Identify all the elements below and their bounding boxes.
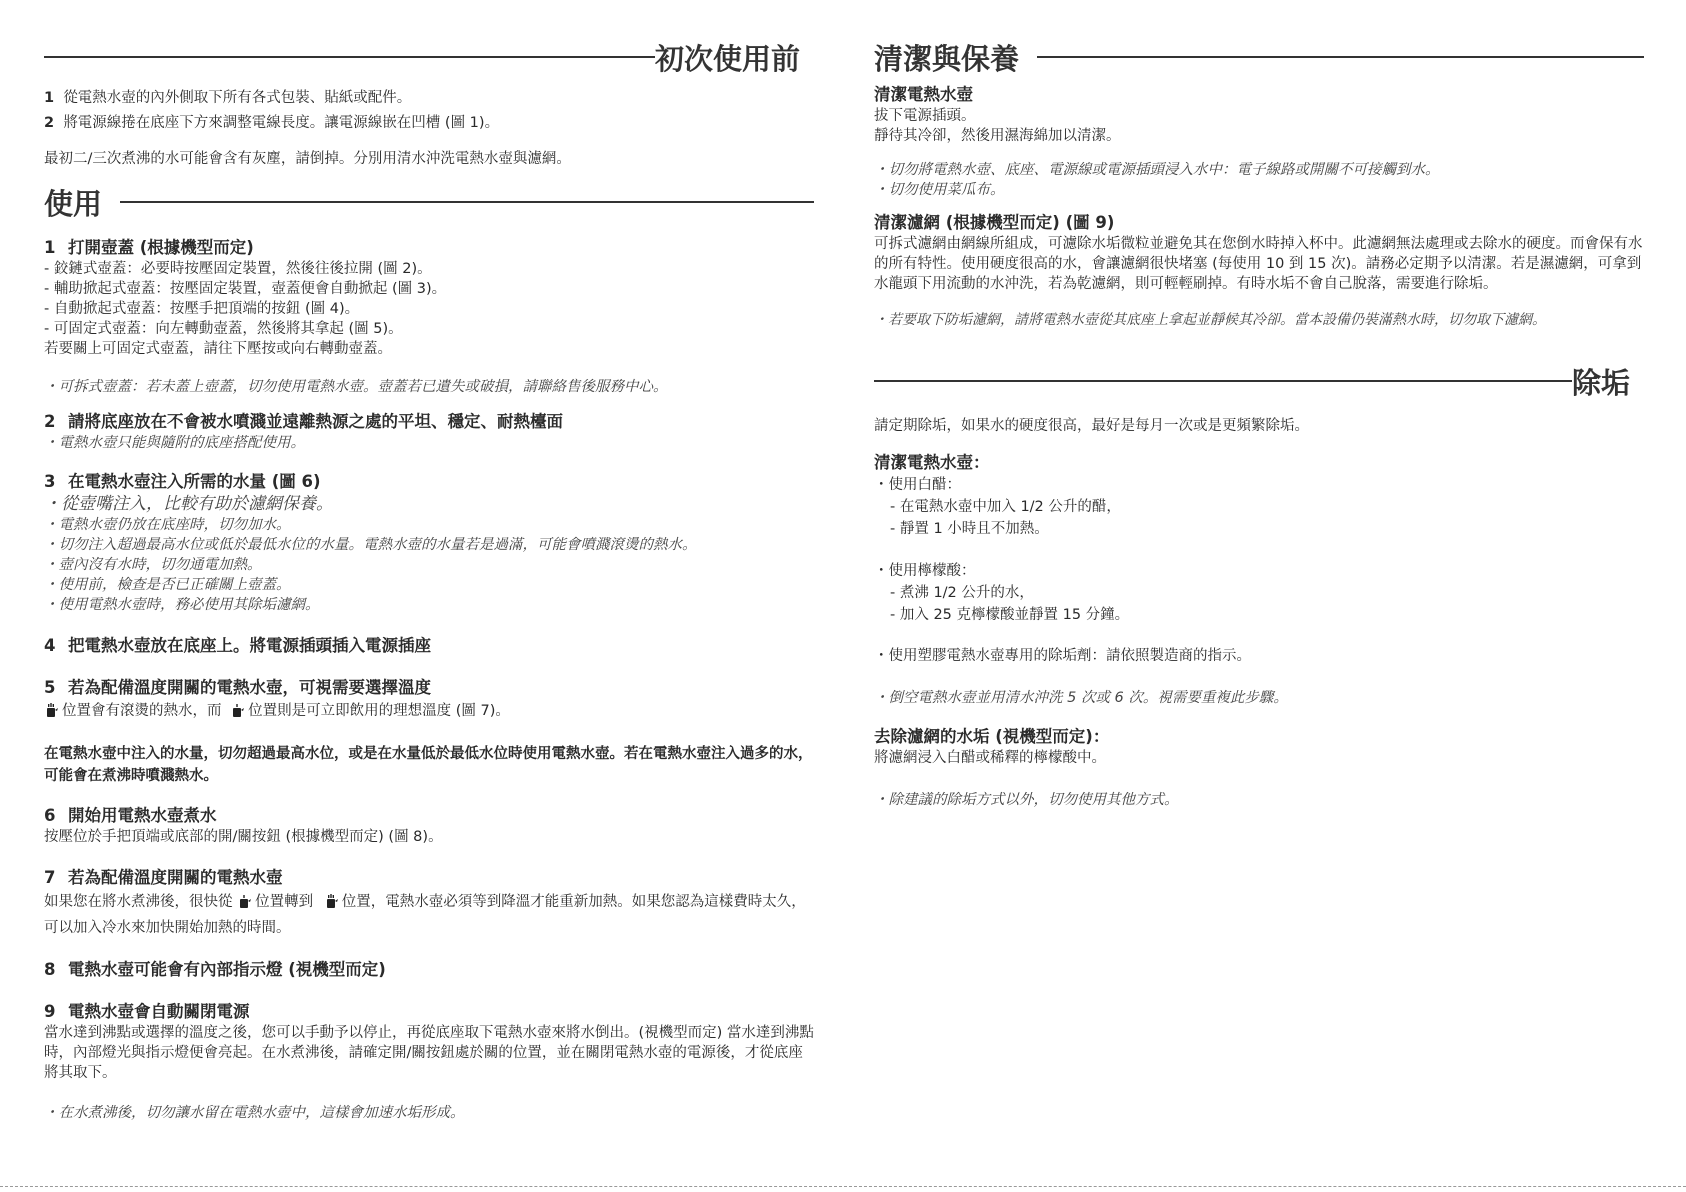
- list-item: - 在電熱水壺中加入 1/2 公升的醋，: [890, 499, 1121, 515]
- warning-text: ・可拆式壺蓋：若未蓋上壺蓋，切勿使用電熱水壺。壺蓋若已遺失或破損，請聯絡售後服務中心。: [44, 379, 668, 395]
- list-item: - 可固定式壺蓋：向左轉動壺蓋，然後將其拿起 (圖 5)。: [44, 321, 403, 337]
- step-number: 2: [44, 115, 55, 131]
- warning-text: ・倒空電熱水壺並用清水沖洗 5 次或 6 次。視需要重複此步驟。: [874, 690, 1288, 706]
- kettle-boiling-icon: [324, 893, 338, 909]
- subsection-title: 清潔電熱水壺: [874, 85, 973, 104]
- cleaning-heading: [874, 36, 1644, 78]
- before-first-use-heading: [44, 36, 814, 78]
- step-text: 從電熱水壺的內外側取下所有各式包裝、貼紙或配件。: [63, 90, 412, 106]
- step-text: 將電源線捲在底座下方來調整電線長度。讓電源線嵌在凹槽 (圖 1)。: [63, 115, 500, 131]
- step-number: 1: [44, 90, 55, 106]
- step-heading: 6 開始用電熱水壺煮水: [44, 806, 217, 825]
- first-use-note: 最初二/三次煮沸的水可能會含有灰塵，請倒掉。分別用清水沖洗電熱水壺與濾網。: [44, 151, 571, 167]
- step-heading: 5 若為配備溫度開關的電熱水壺，可視需要選擇溫度: [44, 678, 431, 697]
- list-item: ・使用白醋：: [874, 477, 961, 493]
- warning-text: ・使用電熱水壺時，務必使用其除垢濾網。: [44, 597, 320, 613]
- heading-rule: [1037, 56, 1644, 58]
- kettle-warm-icon: [230, 702, 244, 718]
- list-item: - 鉸鏈式壺蓋：必要時按壓固定裝置，然後往後拉開 (圖 2)。: [44, 261, 432, 277]
- section-title: 除垢: [1571, 365, 1630, 400]
- heading-rule: [44, 56, 655, 58]
- body-text: 可拆式濾網由網線所組成，可濾除水垢微粒並避免其在您倒水時掉入杯中。此濾網無法處理或去除水的硬度。而會保有水的所有特性。使用硬度很高的水，會讓濾網很快堵塞 (每使用 10 到 15 次)。請務必定期予以清潔。若是濕濾網，可拿到水龍頭下用流動的水沖洗，若為乾濾網，則可輕輕刷掉。有時水垢不會自己脫落，需要進行除垢。: [874, 236, 1643, 292]
- page-bottom-divider: [0, 1186, 1686, 1187]
- warning-text: ・壺內沒有水時，切勿通電加熱。: [44, 557, 262, 573]
- temperature-text: 位置則是可立即飲用的理想溫度 (圖 7)。: [248, 703, 510, 719]
- body-text: 將濾網浸入白醋或稀釋的檸檬酸中。: [874, 750, 1106, 766]
- body-text: 拔下電源插頭。: [874, 108, 976, 124]
- warning-text: ・切勿使用菜瓜布。: [874, 182, 1005, 198]
- step-heading: 9 電熱水壺會自動關閉電源: [44, 1002, 250, 1021]
- section-title: 使用: [44, 186, 103, 221]
- step-text: 當水達到沸點或選擇的溫度之後，您可以手動予以停止，再從底座取下電熱水壺來將水倒出。(視機型而定) 當水達到沸點時，內部燈光與指示燈便會亮起。在水煮沸後，請確定開/關按鈕處於關的位置，並在關閉電熱水壺的電源後，才從底座將其取下。: [44, 1025, 814, 1081]
- warning-text: ・在水煮沸後，切勿讓水留在電熱水壺中，這樣會加速水垢形成。: [44, 1105, 465, 1121]
- list-item: - 輔助掀起式壺蓋：按壓固定裝置，壺蓋便會自動掀起 (圖 3)。: [44, 281, 447, 297]
- list-item: ・使用檸檬酸：: [874, 563, 976, 579]
- tip-text: ・從壺嘴注入，比較有助於濾網保養。: [44, 494, 333, 514]
- list-item: - 加入 25 克檸檬酸並靜置 15 分鐘。: [890, 607, 1130, 623]
- step-text: 位置轉到: [255, 894, 314, 910]
- heading-rule: [120, 201, 814, 203]
- step-text: 位置，電熱水壺必須等到降溫才能重新加熱。如果您認為這樣費時太久，可以加入冷水來加快開始加熱的時間。: [44, 894, 806, 936]
- list-item: ・使用塑膠電熱水壺專用的除垢劑：請依照製造商的指示。: [874, 648, 1251, 664]
- heading-rule: [874, 380, 1572, 382]
- body-text: 靜待其冷卻，然後用濕海綿加以清潔。: [874, 128, 1121, 144]
- descaling-heading: [874, 360, 1644, 402]
- warning-text: ・若要取下防垢濾網，請將電熱水壺從其底座上拿起並靜候其冷卻。當本設備仍裝滿熱水時，切勿取下濾網。: [874, 312, 1546, 328]
- overfill-warning: 在電熱水壺中注入的水量，切勿超過最高水位，或是在水量低於最低水位時使用電熱水壺。若在電熱水壺注入過多的水，可能會在煮沸時噴濺熱水。: [44, 746, 813, 784]
- warning-text: ・除建議的除垢方式以外，切勿使用其他方式。: [874, 792, 1179, 808]
- list-item: - 煮沸 1/2 公升的水，: [890, 585, 1034, 601]
- warning-text: ・使用前，檢查是否已正確關上壺蓋。: [44, 577, 291, 593]
- step-heading: 2 請將底座放在不會被水噴濺並遠離熱源之處的平坦、穩定、耐熱檯面: [44, 412, 563, 431]
- step-heading: 7 若為配備溫度開關的電熱水壺: [44, 868, 283, 887]
- subsection-title: 清潔電熱水壺：: [874, 453, 990, 472]
- use-heading: [44, 181, 814, 223]
- list-item: - 靜置 1 小時且不加熱。: [890, 521, 1049, 537]
- left-column: [44, 36, 814, 1123]
- warning-text: ・切勿將電熱水壺、底座、電源線或電源插頭浸入水中：電子線路或開關不可接觸到水。: [874, 162, 1440, 178]
- step-text: 按壓位於手把頂端或底部的開/關按鈕 (根據機型而定) (圖 8)。: [44, 829, 443, 845]
- body-text: 請定期除垢，如果水的硬度很高，最好是每月一次或是更頻繁除垢。: [874, 418, 1309, 434]
- temperature-text: 位置會有滾燙的熱水，而: [62, 703, 222, 719]
- subsection-title: 清潔濾網 (根據機型而定) (圖 9): [874, 213, 1115, 232]
- section-title: 清潔與保養: [874, 41, 1020, 76]
- step-text: 如果您在將水煮沸後，很快從: [44, 894, 233, 910]
- warning-text: ・電熱水壺仍放在底座時，切勿加水。: [44, 517, 291, 533]
- step-heading: 4 把電熱水壺放在底座上。將電源插頭插入電源插座: [44, 636, 431, 655]
- right-column: [874, 36, 1644, 810]
- list-item: 若要關上可固定式壺蓋，請往下壓按或向右轉動壺蓋。: [44, 341, 392, 357]
- step-heading: 8 電熱水壺可能會有內部指示燈 (視機型而定): [44, 960, 386, 979]
- warning-text: ・切勿注入超過最高水位或低於最低水位的水量。電熱水壺的水量若是過滿，可能會噴濺滾燙的熱水。: [44, 537, 697, 553]
- warning-text: ・電熱水壺只能與隨附的底座搭配使用。: [44, 435, 305, 451]
- kettle-boiling-icon: [44, 702, 58, 718]
- subsection-title: 去除濾網的水垢 (視機型而定)：: [874, 727, 1110, 746]
- list-item: - 自動掀起式壺蓋：按壓手把頂端的按鈕 (圖 4)。: [44, 301, 360, 317]
- section-title: 初次使用前: [654, 41, 800, 76]
- kettle-warm-icon: [237, 893, 251, 909]
- step-heading: 1 打開壺蓋 (根據機型而定): [44, 238, 254, 257]
- step-heading: 3 在電熱水壺注入所需的水量 (圖 6): [44, 472, 321, 491]
